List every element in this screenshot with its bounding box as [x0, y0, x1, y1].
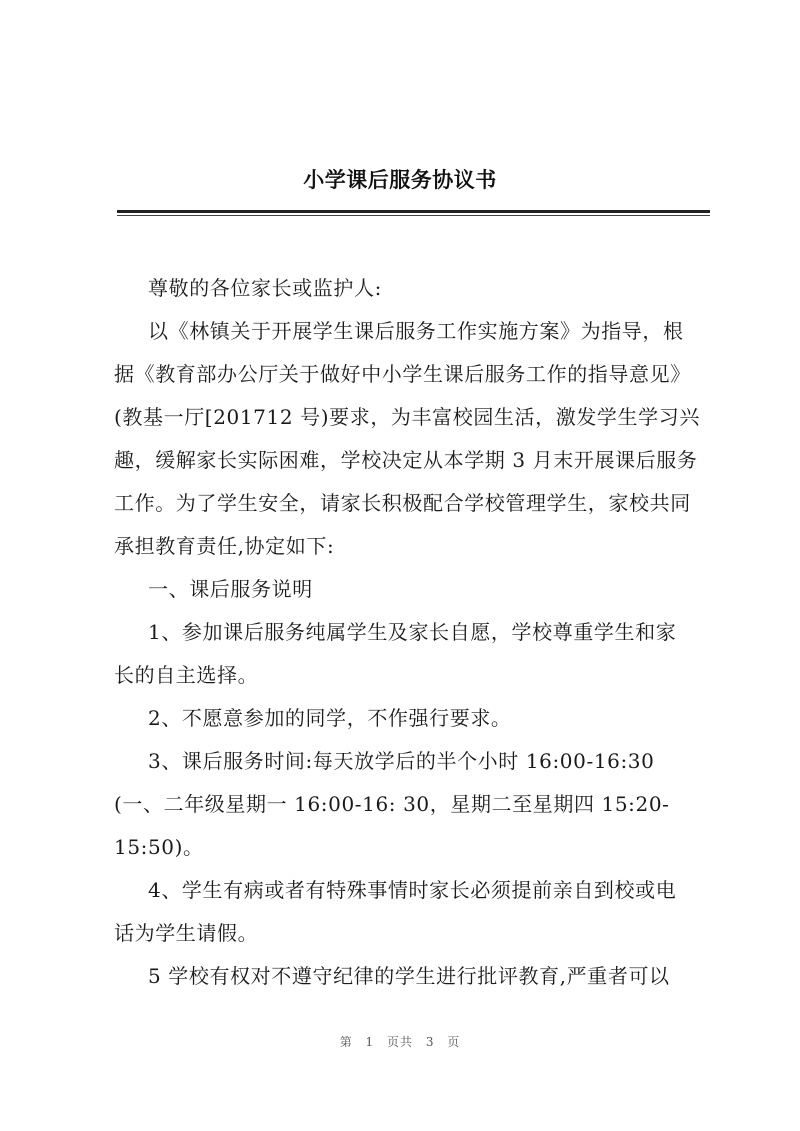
paragraph-line: 趣，缓解家长实际困难，学校决定从本学期 3 月末开展课后服务 [114, 448, 698, 472]
list-item: 2、不愿意参加的同学，不作强行要求。 [148, 706, 512, 730]
list-item: 5 学校有权对不遵守纪律的学生进行批评教育,严重者可以 [148, 964, 670, 988]
list-item-continuation: 长的自主选择。 [114, 663, 259, 687]
list-item-continuation: 话为学生请假。 [114, 921, 259, 945]
list-item: 3、课后服务时间:每天放学后的半个小时 16:00-16:30 [148, 749, 655, 773]
title-rule-thin [117, 215, 710, 216]
title-rule-thick [117, 210, 710, 213]
page-number: 第 1 页共 3 页 [339, 1035, 461, 1049]
paragraph-line: 据《教育部办公厅关于做好中小学生课后服务工作的指导意见》 [114, 362, 691, 386]
section-heading: 一、课后服务说明 [148, 577, 313, 601]
list-item-continuation: 15:50)。 [114, 835, 204, 859]
list-item-continuation: (一、二年级星期一 16:00-16: 30，星期二至星期四 15:20- [114, 792, 670, 816]
list-item: 4、学生有病或者有特殊事情时家长必须提前亲自到校或电 [148, 878, 677, 902]
paragraph-line: 以《林镇关于开展学生课后服务工作实施方案》为指导，根 [148, 319, 684, 343]
salutation: 尊敬的各位家长或监护人: [148, 276, 382, 300]
document-title: 小学课后服务协议书 [303, 168, 497, 192]
paragraph-line: 工作。为了学生安全，请家长积极配合学校管理学生，家校共同 [114, 491, 691, 515]
list-item: 1、参加课后服务纯属学生及家长自愿，学校尊重学生和家 [148, 620, 677, 644]
paragraph-line: 承担教育责任,协定如下: [114, 534, 335, 558]
paragraph-line: (教基一厅[201712 号)要求，为丰富校园生活，激发学生学习兴 [114, 405, 700, 429]
